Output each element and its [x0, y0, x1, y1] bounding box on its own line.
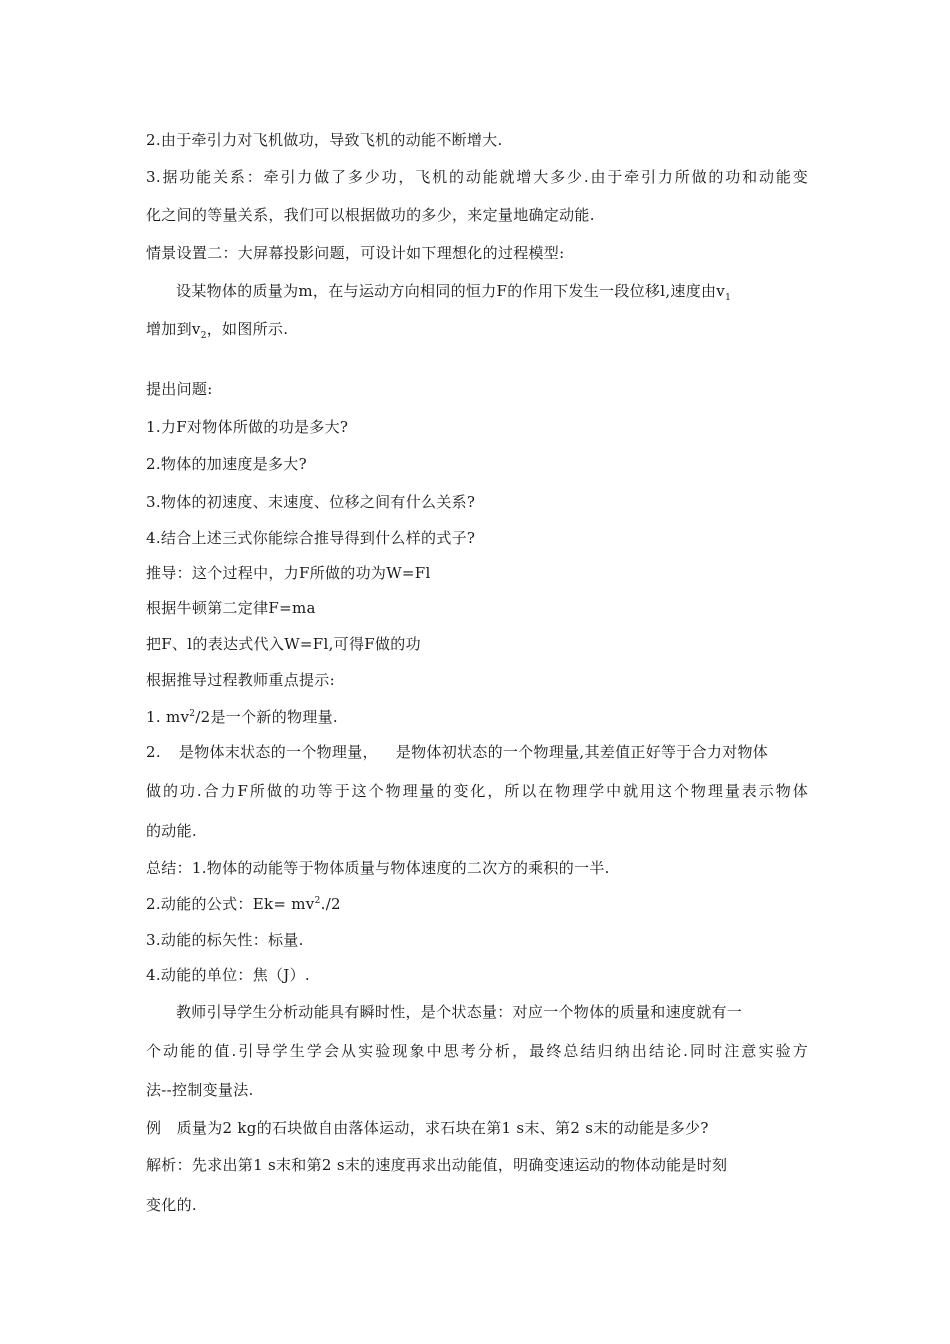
- text-line: 情景设置二：大屏幕投影问题，可设计如下理想化的过程模型:: [146, 244, 565, 262]
- text-line: 2.动能的公式：$Ek= mv^2./2$: [146, 895, 341, 913]
- text-line: 2.由于牵引力对飞机做功，导致飞机的动能不断增大.: [146, 131, 503, 149]
- text-line: 解析：先求出第1 s末和第2 s末的速度再求出动能值，明确变速运动的物体动能是时刻: [146, 1156, 728, 1174]
- text-line: 根据牛顿第二定律F=ma: [146, 599, 316, 617]
- text-line: 把F、l的表达式代入W=Fl,可得F做的功: [146, 635, 421, 653]
- text-line: 的动能.: [146, 822, 197, 840]
- text-line: 4.动能的单位：焦（J）.: [146, 966, 310, 984]
- text-line: 做的功.合力F所做的功等于这个物理量的变化，所以在物理学中就用这个物理量表示物体: [146, 782, 808, 800]
- text-line: 总结：1.物体的动能等于物体质量与物体速度的二次方的乘积的一半.: [146, 859, 610, 877]
- text-line: 4.结合上述三式你能综合推导得到什么样的式子?: [146, 529, 476, 547]
- text-line: 3.物体的初速度、末速度、位移之间有什么关系?: [146, 493, 476, 511]
- text-line: 3.据功能关系：牵引力做了多少功，飞机的动能就增大多少.由于牵引力所做的功和动能变: [146, 168, 808, 186]
- text-line: 2.物体的加速度是多大?: [146, 455, 307, 473]
- text-line: 根据推导过程教师重点提示:: [146, 671, 335, 689]
- text-line: 法--控制变量法.: [146, 1081, 254, 1099]
- text-line: 例 质量为2 kg的石块做自由落体运动，求石块在第1 s末、第2 s末的动能是多少?: [146, 1119, 709, 1137]
- text-line: 个动能的值.引导学生学会从实验现象中思考分析，最终总结归纳出结论.同时注意实验方: [146, 1042, 808, 1060]
- text-line: 增加到$v_2$，如图所示.: [146, 320, 289, 341]
- text-line: 化之间的等量关系，我们可以根据做功的多少，来定量地确定动能.: [146, 206, 595, 224]
- text-line: 推导：这个过程中，力F所做的功为W=Fl: [146, 564, 431, 582]
- text-line: 教师引导学生分析动能具有瞬时性，是个状态量：对应一个物体的质量和速度就有一: [176, 1003, 743, 1021]
- text-line: 设某物体的质量为m，在与运动方向相同的恒力F的作用下发生一段位移l,速度由$v_1$: [176, 282, 732, 303]
- text-line: 1. $mv^2/2$是一个新的物理量.: [146, 708, 338, 726]
- text-line: 1.力F对物体所做的功是多大?: [146, 418, 349, 436]
- text-line: 3.动能的标矢性：标量.: [146, 931, 304, 949]
- text-line: 2. 是物体末状态的一个物理量， 是物体初状态的一个物理量,其差值正好等于合力对物体: [146, 743, 769, 761]
- text-line: 提出问题:: [146, 380, 213, 398]
- text-line: 变化的.: [146, 1196, 197, 1214]
